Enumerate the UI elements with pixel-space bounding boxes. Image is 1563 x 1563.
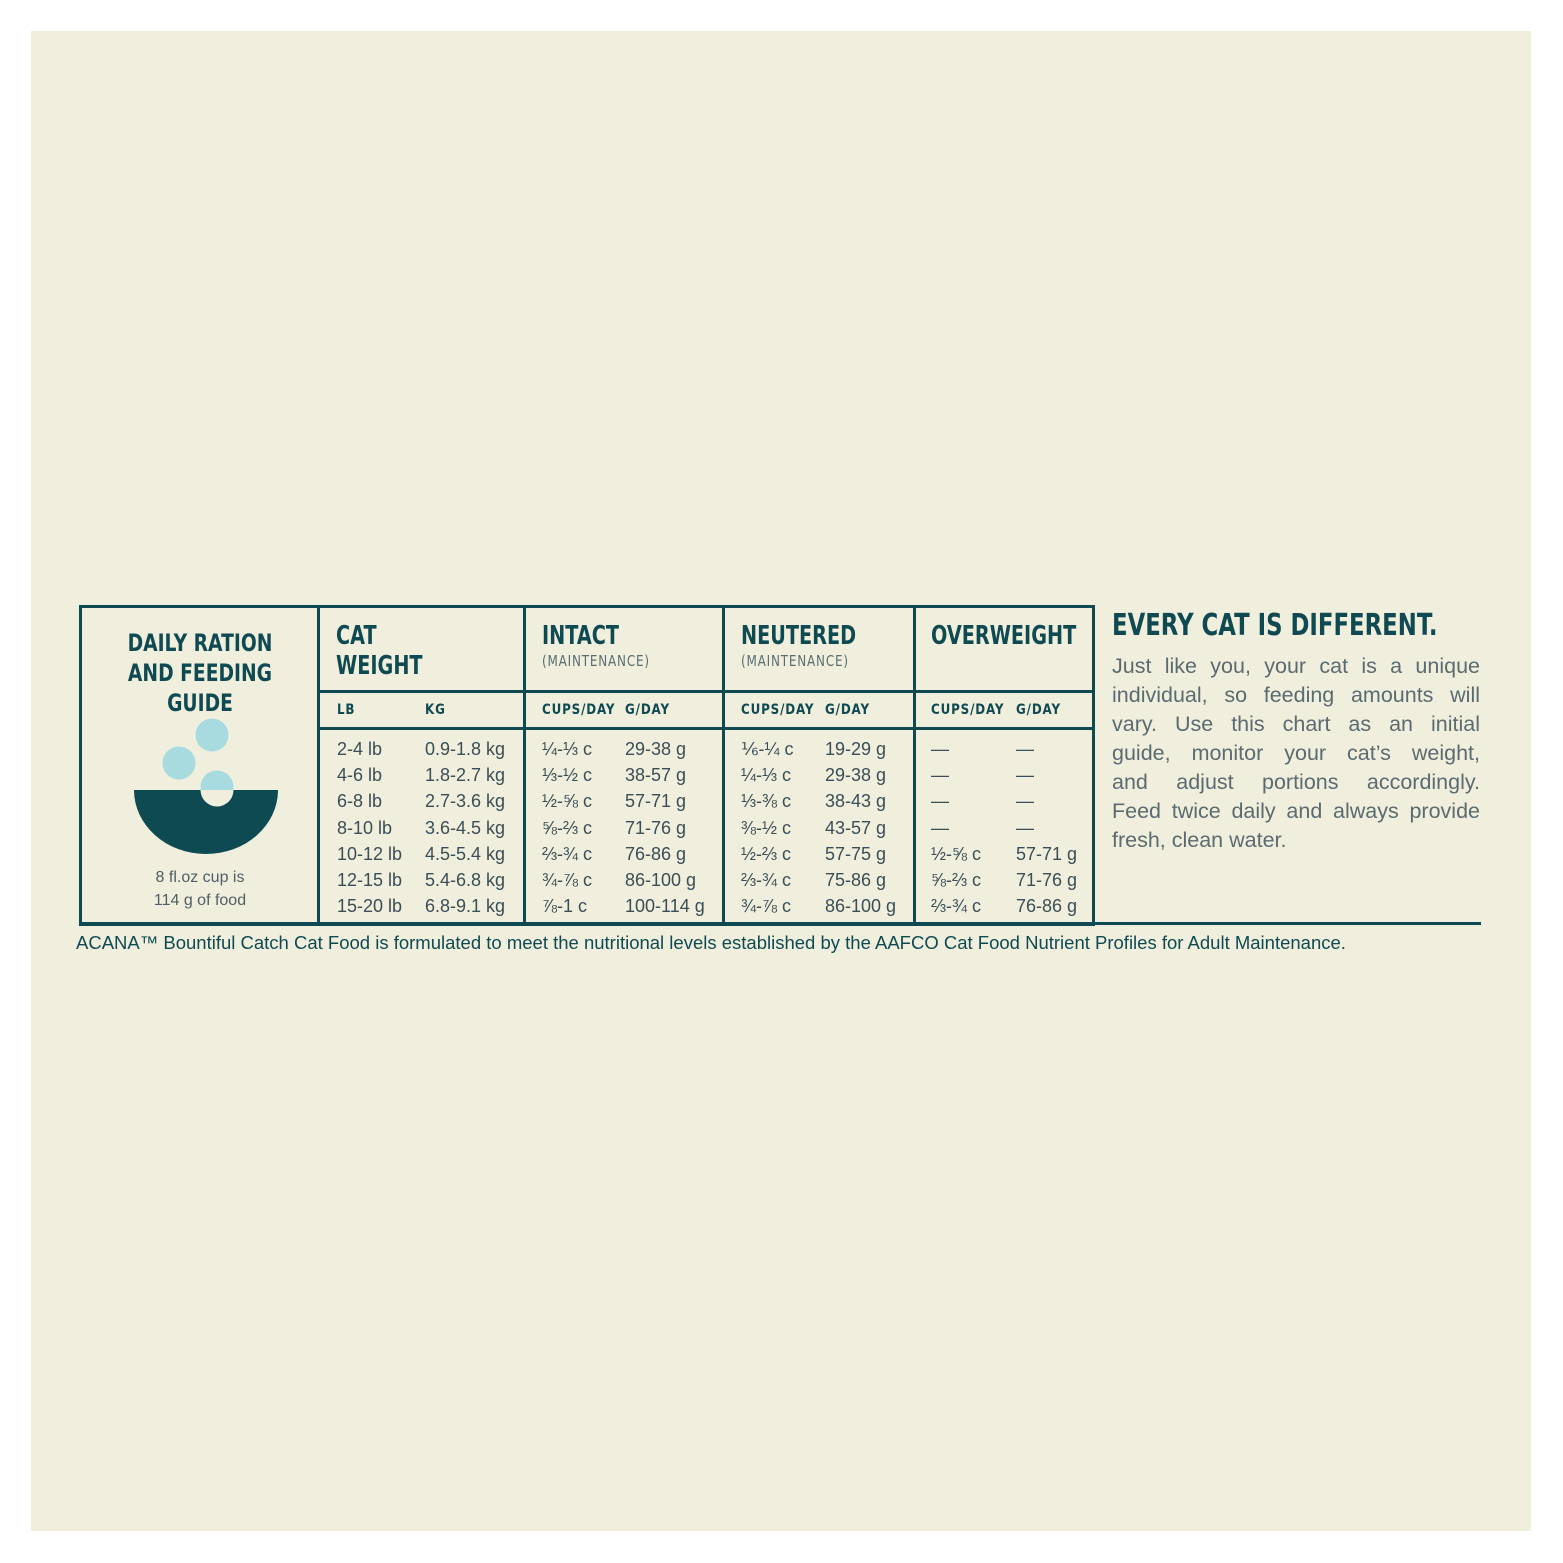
- side-text-line: vary. Use this chart as an initial: [1112, 712, 1480, 736]
- cell-neutered-grams: 86-100 g: [825, 896, 897, 917]
- side-text-line: Feed twice daily and always provide: [1112, 799, 1480, 823]
- side-text-line: individual, so feeding amounts will: [1112, 683, 1480, 707]
- cell-neutered-grams: 29-38 g: [825, 765, 887, 786]
- cell-weight-lb: 6-8 lb: [337, 791, 383, 812]
- cell-neutered-cups: ¼-⅓ c: [741, 765, 792, 786]
- cell-neutered-cups: ¾-⅞ c: [741, 896, 792, 917]
- divider: [913, 608, 916, 923]
- cell-overweight-grams: 57-71 g: [1016, 843, 1078, 864]
- cell-weight-kg: 3.6-4.5 kg: [425, 817, 506, 838]
- cell-weight-kg: 1.8-2.7 kg: [425, 765, 506, 786]
- cell-neutered-grams: 75-86 g: [825, 870, 887, 890]
- cell-intact-cups: ¼-⅓ c: [542, 739, 593, 759]
- food-bowl-icon: [132, 716, 280, 856]
- cell-neutered-grams: 57-75 g: [825, 843, 887, 864]
- subhead-intact-cups: CUPS/DAY: [542, 702, 616, 718]
- subhead-intact-grams: G/DAY: [625, 702, 670, 718]
- cell-overweight-grams: 71-76 g: [1016, 870, 1078, 890]
- subhead-neutered-grams: G/DAY: [825, 702, 870, 718]
- cell-intact-cups: ⅞-1 c: [542, 896, 588, 917]
- cell-overweight-grams: —: [1016, 817, 1034, 838]
- cell-overweight-cups: —: [931, 791, 949, 812]
- cell-overweight-grams: 76-86 g: [1016, 896, 1078, 917]
- cell-weight-kg: 2.7-3.6 kg: [425, 791, 506, 812]
- side-text-line: guide, monitor your cat’s weight,: [1112, 741, 1480, 765]
- cell-intact-grams: 29-38 g: [625, 739, 687, 759]
- weight-title-line1: CAT: [336, 621, 377, 651]
- cell-intact-grams: 86-100 g: [625, 870, 697, 890]
- cell-weight-kg: 6.8-9.1 kg: [425, 896, 506, 917]
- cell-intact-grams: 100-114 g: [625, 896, 705, 917]
- cell-overweight-grams: —: [1016, 791, 1034, 812]
- cell-weight-lb: 2-4 lb: [337, 739, 383, 759]
- cell-overweight-cups: ⅝-⅔ c: [931, 870, 982, 890]
- weight-title-line2: WEIGHT: [336, 651, 423, 681]
- cell-weight-kg: 4.5-5.4 kg: [425, 843, 506, 864]
- cell-intact-cups: ⅔-¾ c: [542, 843, 593, 864]
- cell-overweight-cups: —: [931, 817, 949, 838]
- cup-note-line2: 114 g of food: [153, 892, 247, 909]
- cell-neutered-cups: ⅔-¾ c: [741, 870, 792, 890]
- subhead-overweight-grams: G/DAY: [1016, 702, 1061, 718]
- cell-neutered-cups: ⅙-¼ c: [741, 739, 794, 759]
- cell-overweight-cups: ½-⅝ c: [931, 843, 982, 864]
- subhead-neutered-cups: CUPS/DAY: [741, 702, 815, 718]
- subhead-kg: KG: [425, 702, 446, 718]
- cell-neutered-cups: ⅜-½ c: [741, 817, 792, 838]
- subhead-lb: LB: [337, 702, 356, 718]
- cell-overweight-grams: —: [1016, 739, 1034, 759]
- cell-neutered-cups: ½-⅔ c: [741, 843, 792, 864]
- cell-overweight-cups: —: [931, 765, 949, 786]
- header-divider: [320, 690, 1092, 693]
- neutered-title: NEUTERED: [741, 621, 857, 651]
- bottom-rule: [79, 922, 1481, 925]
- cell-overweight-grams: —: [1016, 765, 1034, 786]
- footnote: ACANA™ Bountiful Catch Cat Food is formulated to meet the nutritional levels established by the AAFCO Cat Food Nutrient Profiles for Adult Maintenance.: [76, 932, 1346, 953]
- cell-weight-kg: 0.9-1.8 kg: [425, 739, 506, 759]
- cell-weight-lb: 15-20 lb: [337, 896, 403, 917]
- cell-neutered-cups: ⅓-⅜ c: [741, 791, 792, 812]
- guide-title-line2: AND FEEDING GUIDE: [127, 659, 273, 717]
- cell-weight-kg: 5.4-6.8 kg: [425, 870, 506, 890]
- intact-title: INTACT: [542, 621, 620, 651]
- cell-weight-lb: 8-10 lb: [337, 817, 393, 838]
- side-title: EVERY CAT IS DIFFERENT.: [1112, 608, 1438, 643]
- divider: [523, 608, 526, 923]
- cell-neutered-grams: 43-57 g: [825, 817, 887, 838]
- side-text-line: and adjust portions accordingly.: [1112, 770, 1480, 794]
- neutered-subtitle: (MAINTENANCE): [741, 652, 849, 670]
- subheader-divider: [320, 727, 1092, 730]
- cell-weight-lb: 4-6 lb: [337, 765, 383, 786]
- subhead-overweight-cups: CUPS/DAY: [931, 702, 1005, 718]
- side-text-line: fresh, clean water.: [1112, 828, 1287, 852]
- guide-title-line1: DAILY RATION: [127, 629, 273, 657]
- cell-weight-lb: 12-15 lb: [337, 870, 403, 890]
- cell-neutered-grams: 19-29 g: [825, 739, 887, 759]
- cell-intact-grams: 71-76 g: [625, 817, 687, 838]
- cell-intact-cups: ¾-⅞ c: [542, 870, 593, 890]
- feeding-guide-table: [79, 605, 1095, 926]
- cell-intact-grams: 38-57 g: [625, 765, 687, 786]
- side-text-line: Just like you, your cat is a unique: [1112, 654, 1480, 678]
- cell-overweight-cups: ⅔-¾ c: [931, 896, 982, 917]
- divider: [722, 608, 725, 923]
- cell-intact-cups: ⅝-⅔ c: [542, 817, 593, 838]
- cell-intact-grams: 76-86 g: [625, 843, 687, 864]
- cell-overweight-cups: —: [931, 739, 949, 759]
- cell-weight-lb: 10-12 lb: [337, 843, 403, 864]
- cell-intact-cups: ½-⅝ c: [542, 791, 593, 812]
- cup-note-line1: 8 fl.oz cup is: [155, 869, 245, 886]
- overweight-title: OVERWEIGHT: [931, 621, 1077, 651]
- cell-intact-grams: 57-71 g: [625, 791, 687, 812]
- cell-neutered-grams: 38-43 g: [825, 791, 887, 812]
- cell-intact-cups: ⅓-½ c: [542, 765, 593, 786]
- intact-subtitle: (MAINTENANCE): [542, 652, 650, 670]
